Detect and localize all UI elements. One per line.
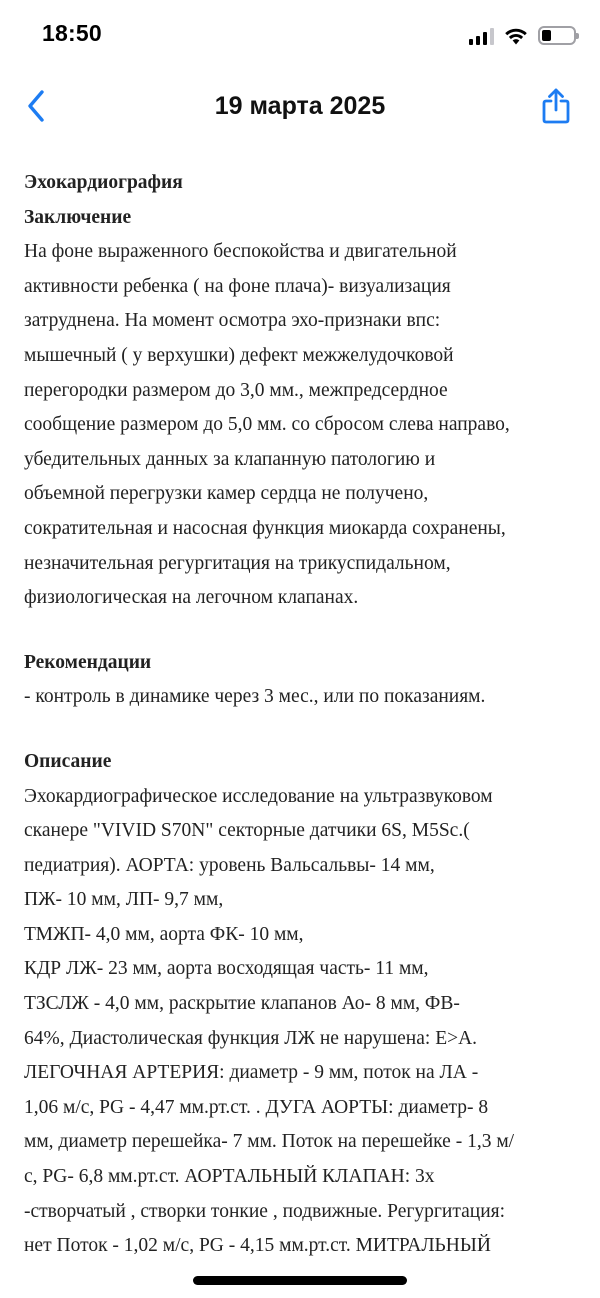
wifi-icon: [504, 27, 528, 45]
document-heading: Эхокардиография: [24, 172, 183, 193]
page-title: 19 марта 2025: [214, 92, 386, 120]
document-content[interactable]: [24, 166, 584, 1257]
description-title: Описание: [24, 750, 112, 772]
section-gap: [24, 715, 584, 745]
home-indicator[interactable]: [193, 1276, 407, 1285]
conclusion-text: На фоне выраженного беспокойства и двигательной активности ребенка ( на фоне плача)- визуализация затруднена. На момент осмотра эхо-признаки впс: мышечный ( у верхушки) дефект межжелудочковой перегородки размером до 3,0 мм., межпредсердное сообщение размером до 5,0 мм. со сбросом слева направо, убедительных данных за клапанную патологию и объемной перегрузки камер сердца не получено, сократительная и насосная функция миокарда сохранены, незначительная регургитация на трикуспидальном, физиологическая на легочном клапанах.: [24, 241, 510, 609]
status-icons: [469, 26, 576, 45]
status-bar: [0, 0, 600, 72]
share-icon: [541, 88, 571, 124]
conclusion-title: Заключение: [24, 206, 132, 228]
section-gap: [24, 616, 584, 646]
description-text: Эхокардиографическое исследование на ультразвуковом сканере "VIVID S70N" секторные датчики 6S, M5Sc.( педиатрия). АОРТА: уровень Вальсальвы- 14 мм, ПЖ- 10 мм, ЛП- 9,7 мм, ТМЖП- 4,0 мм, аорта ФК- 10 мм, КДР ЛЖ- 23 мм, аорта восходящая часть- 11 мм, ТЗСЛЖ - 4,0 мм, раскрытие клапанов Ао- 8 мм, ФВ- 64%, Диастолическая функция ЛЖ не нарушена: Е>А. ЛЕГОЧНАЯ АРТЕРИЯ: диаметр - 9 мм, поток на ЛА - 1,06 м/с, PG - 4,47 мм.рт.ст. . ДУГА АОРТЫ: диаметр- 8 мм, диаметр перешейка- 7 мм. Поток на перешейке - 1,3 м/ с, PG- 6,8 мм.рт.ст. АОРТАЛЬНЫЙ КЛАПАН: 3х -створчатый , створки тонкие , подвижные. Регургитация: нет Поток - 1,02 м/с, PG - 4,15 мм.рт.ст. МИТРАЛЬНЫЙ: [24, 785, 515, 1257]
navigation-bar: [0, 72, 600, 142]
recommendations-title: Рекомендации: [24, 651, 152, 673]
battery-icon: [538, 26, 576, 45]
status-time: 18:50: [42, 20, 102, 46]
recommendations-text: - контроль в динамике через 3 мес., или по показаниям.: [24, 686, 486, 708]
share-button[interactable]: [536, 84, 576, 128]
cellular-signal-icon: [469, 27, 494, 45]
